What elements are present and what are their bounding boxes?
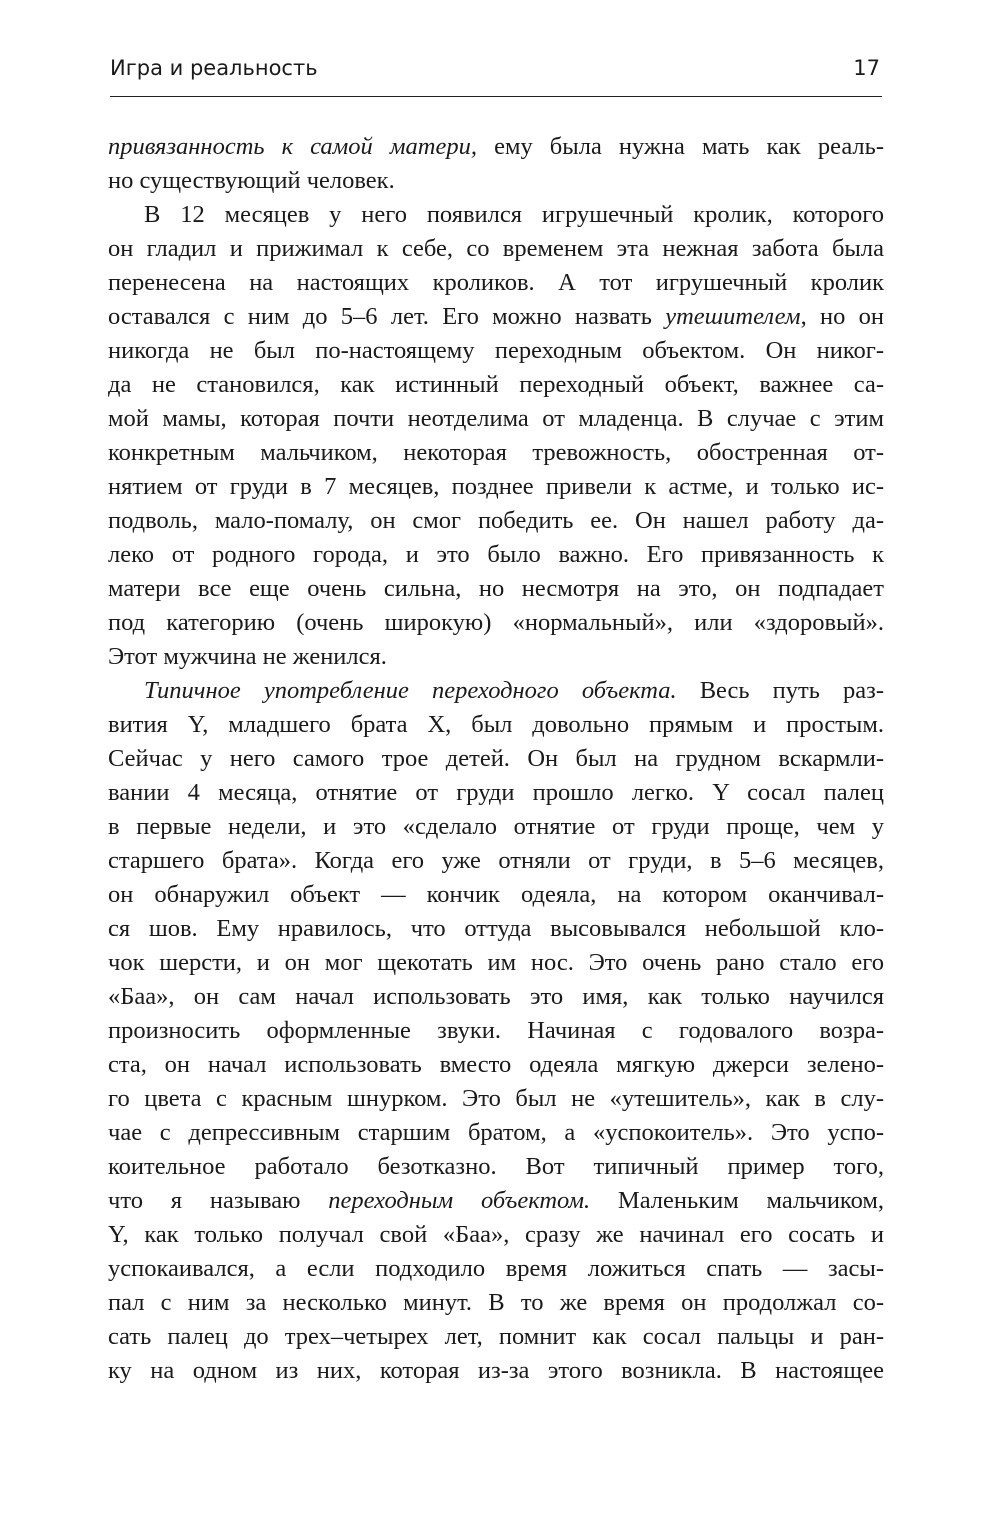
text-line: [108, 402, 884, 436]
text-line: [108, 980, 884, 1014]
text-span: Весь путь раз-: [676, 677, 884, 704]
text-line: [108, 1252, 884, 1286]
italic-text: переходным объектом.: [328, 1187, 591, 1214]
text-span: ста, он начал использовать вместо одеяла мягкую джерси зелено-: [108, 1051, 884, 1078]
text-line: [108, 198, 884, 232]
text-span: , но он: [800, 303, 884, 330]
text-line: [108, 164, 884, 198]
text-span: чок шерсти, и он мог щекотать им нос. Это очень рано стало его: [108, 949, 884, 976]
italic-text: утешителем: [665, 303, 801, 330]
text-span: го цвета с красным шнурком. Это был не «утешитель», как в слу-: [108, 1085, 884, 1112]
text-span: старшего брата». Когда его уже отняли от груди, в 5–6 месяцев,: [108, 847, 884, 874]
text-span: успокаивался, а если подходило время ложиться спать — засы-: [108, 1255, 884, 1282]
text-span: никогда не был по-настоящему переходным объектом. Он никог-: [108, 337, 884, 364]
text-span: мой мамы, которая почти неотделима от младенца. В случае с этим: [108, 405, 884, 432]
text-span: в первые недели, и это «сделало отнятие от груди проще, чем у: [108, 813, 884, 840]
text-span: В 12 месяцев у него появился игрушечный кролик, которого: [144, 201, 884, 228]
text-span: леко от родного города, и это было важно. Его привязанность к: [108, 541, 884, 568]
text-line: [108, 1014, 884, 1048]
text-line: [108, 1286, 884, 1320]
text-line: [108, 640, 884, 674]
text-span: перенесена на настоящих кроликов. А тот игрушечный кролик: [108, 269, 884, 296]
text-span: он обнаружил объект — кончик одеяла, на котором оканчивал-: [108, 881, 884, 908]
text-line: [108, 1184, 884, 1218]
text-span: пал с ним за несколько минут. В то же время он продолжал со-: [108, 1289, 884, 1316]
text-line: [108, 776, 884, 810]
text-line: [108, 946, 884, 980]
text-line: [108, 844, 884, 878]
text-line: [108, 232, 884, 266]
text-line: [108, 334, 884, 368]
text-line: [108, 1150, 884, 1184]
text-span: сать палец до трех–четырех лет, помнит как сосал пальцы и ран-: [108, 1323, 884, 1350]
text-line: [108, 130, 884, 164]
text-span: ему была нужна мать как реаль-: [476, 133, 884, 160]
text-span: ку на одном из них, которая из-за этого возникла. В настоящее: [108, 1357, 884, 1384]
text-span: подволь, мало-помалу, он смог победить ее. Он нашел работу да-: [108, 507, 884, 534]
text-line: [108, 1320, 884, 1354]
text-span: он гладил и прижимал к себе, со временем эта нежная забота была: [108, 235, 884, 262]
body-text: [108, 130, 884, 1388]
text-span: Сейчас у него самого трое детей. Он был на грудном вскармли-: [108, 745, 884, 772]
text-span: вития Y, младшего брата X, был довольно прямым и простым.: [108, 711, 884, 738]
running-head: [110, 56, 882, 97]
text-line: [108, 538, 884, 572]
page-number: 17: [853, 56, 880, 80]
text-span: Маленьким мальчиком,: [590, 1187, 884, 1214]
text-span: что я называю: [108, 1187, 329, 1214]
text-line: [108, 504, 884, 538]
text-span: оставался с ним до 5–6 лет. Его можно назвать: [108, 303, 666, 330]
running-title: Игра и реальность: [110, 56, 318, 80]
text-line: [108, 912, 884, 946]
text-span: но существующий человек.: [108, 167, 395, 194]
text-span: коительное работало безотказно. Вот типичный пример того,: [108, 1153, 884, 1180]
text-line: [108, 470, 884, 504]
text-span: нятием от груди в 7 месяцев, позднее привели к астме, и только ис-: [108, 473, 884, 500]
text-span: да не становился, как истинный переходный объект, важнее са-: [108, 371, 884, 398]
text-line: [108, 266, 884, 300]
text-line: [108, 742, 884, 776]
text-line: [108, 300, 884, 334]
text-span: чае с депрессивным старшим братом, а «успокоитель». Это успо-: [108, 1119, 884, 1146]
text-span: «Баа», он сам начал использовать это имя, как только научился: [108, 983, 884, 1010]
text-line: [108, 810, 884, 844]
text-span: ся шов. Ему нравилось, что оттуда высовывался небольшой кло-: [108, 915, 884, 942]
text-span: конкретным мальчиком, некоторая тревожность, обостренная от-: [108, 439, 884, 466]
text-line: [108, 436, 884, 470]
text-line: [108, 708, 884, 742]
text-line: [108, 1082, 884, 1116]
text-line: [108, 1048, 884, 1082]
text-line: [108, 1218, 884, 1252]
italic-text: привязанность к самой матери,: [108, 133, 477, 160]
text-line: [108, 606, 884, 640]
text-span: Этот мужчина не женился.: [108, 643, 387, 670]
text-line: [108, 572, 884, 606]
text-span: вании 4 месяца, отнятие от груди прошло легко. Y сосал палец: [108, 779, 884, 806]
italic-text: Типичное употребление переходного объекта.: [144, 677, 677, 704]
text-span: Y, как только получал свой «Баа», сразу же начинал его сосать и: [108, 1221, 884, 1248]
text-line: [108, 674, 884, 708]
text-span: матери все еще очень сильна, но несмотря на это, он подпадает: [108, 575, 884, 602]
text-line: [108, 1354, 884, 1388]
text-line: [108, 878, 884, 912]
text-line: [108, 1116, 884, 1150]
text-span: произносить оформленные звуки. Начиная с годовалого возра-: [108, 1017, 884, 1044]
text-line: [108, 368, 884, 402]
text-span: под категорию (очень широкую) «нормальный», или «здоровый».: [108, 609, 884, 636]
